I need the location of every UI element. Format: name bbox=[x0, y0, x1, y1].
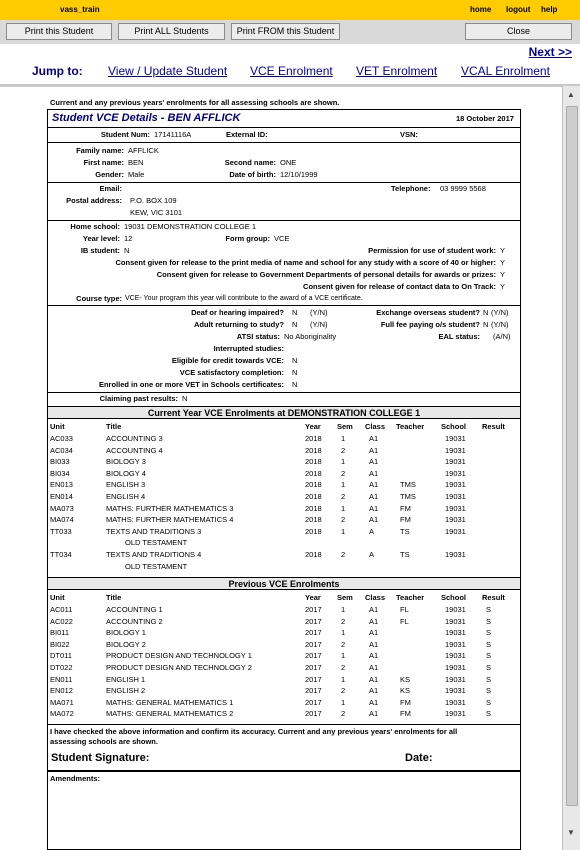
exchange-options: (Y/N) bbox=[491, 308, 509, 317]
cell-school: 19031 bbox=[445, 686, 466, 696]
student-num-label: Student Num: bbox=[100, 130, 150, 139]
jump-view-update-student-link[interactable]: View / Update Student bbox=[108, 64, 228, 78]
postal-address-label: Postal address: bbox=[66, 196, 122, 205]
cell-teacher: FM bbox=[400, 697, 411, 707]
table-row bbox=[48, 550, 520, 562]
app-title: vass_train bbox=[60, 5, 100, 14]
cell-school: 19031 bbox=[445, 468, 466, 478]
column-header: Sem bbox=[337, 593, 353, 602]
cell-cls: A1 bbox=[369, 457, 379, 467]
permission-value: Y bbox=[500, 246, 506, 255]
cell-cls: A1 bbox=[369, 503, 379, 513]
cell-title: BIOLOGY 1 bbox=[106, 628, 146, 638]
cell-cls: A1 bbox=[369, 709, 379, 719]
satisfactory-label: VCE satisfactory completion: bbox=[179, 368, 284, 377]
cell-result: S bbox=[486, 628, 492, 638]
rule bbox=[48, 305, 520, 306]
table-row bbox=[48, 675, 520, 687]
cell-school: 19031 bbox=[445, 709, 466, 719]
cell-school: 19031 bbox=[445, 480, 466, 490]
cell-school: 19031 bbox=[445, 503, 466, 513]
cell-school: 19031 bbox=[445, 628, 466, 638]
cell-year: 2017 bbox=[305, 651, 322, 661]
cell-sem: 1 bbox=[341, 628, 346, 638]
eligible-label: Eligible for credit towards VCE: bbox=[171, 356, 284, 365]
table-row bbox=[48, 446, 520, 458]
permission-label: Permission for use of student work: bbox=[368, 246, 496, 255]
table-row bbox=[48, 686, 520, 698]
year-level-label: Year level: bbox=[82, 234, 120, 243]
cell-year: 2018 bbox=[305, 457, 322, 467]
column-header: Class bbox=[365, 422, 386, 431]
cell-year: 2018 bbox=[305, 445, 322, 455]
rule bbox=[48, 182, 520, 183]
past-results-value: N bbox=[182, 394, 188, 403]
table-row bbox=[48, 663, 520, 675]
cell-cls: A1 bbox=[369, 480, 379, 490]
column-header: Title bbox=[106, 593, 122, 602]
table-header-row bbox=[48, 422, 520, 434]
previous-enrolments-heading: Previous VCE Enrolments bbox=[48, 577, 520, 590]
cell-unit: MA073 bbox=[50, 503, 74, 513]
cell-school: 19031 bbox=[445, 526, 466, 536]
course-type-label: Course type: bbox=[76, 294, 122, 303]
vet-label: Enrolled in one or more VET in Schools certificates: bbox=[98, 380, 284, 389]
column-header: School bbox=[441, 593, 467, 602]
close-button[interactable]: Close bbox=[465, 23, 572, 40]
cell-title: TEXTS AND TRADITIONS 3 bbox=[106, 526, 202, 536]
print-all-students-button[interactable]: Print ALL Students bbox=[118, 23, 225, 40]
vet-value: N bbox=[292, 380, 298, 389]
table-row bbox=[48, 492, 520, 504]
interrupted-label: Interrupted studies: bbox=[213, 344, 284, 353]
cell-title: BIOLOGY 3 bbox=[106, 457, 146, 467]
cell-title: PRODUCT DESIGN AND TECHNOLOGY 2 bbox=[106, 663, 252, 672]
cell-sem: 2 bbox=[341, 616, 346, 626]
cell-title: MATHS: FURTHER MATHEMATICS 3 bbox=[106, 503, 234, 513]
cell-unit: MA072 bbox=[50, 709, 74, 719]
postal-address-line1: P.O. BOX 109 bbox=[130, 196, 177, 205]
rule bbox=[48, 220, 520, 221]
column-header: Year bbox=[305, 422, 321, 431]
column-header: Class bbox=[365, 593, 386, 602]
atsi-label: ATSI status: bbox=[236, 332, 280, 341]
cell-title: ENGLISH 2 bbox=[106, 686, 146, 696]
print-from-student-button[interactable]: Print FROM this Student bbox=[231, 23, 340, 40]
cell-cls: A1 bbox=[369, 434, 379, 443]
rule bbox=[48, 724, 520, 725]
form-group-value: VCE bbox=[274, 234, 290, 243]
column-header: Result bbox=[482, 422, 505, 431]
cell-unit: TT033 bbox=[50, 526, 72, 536]
cell-unit: AC022 bbox=[50, 616, 73, 626]
cell-unit: TT034 bbox=[50, 550, 72, 559]
cell-unit: AC034 bbox=[50, 445, 73, 455]
cell-unit: EN013 bbox=[50, 480, 73, 490]
date-label: Date: bbox=[405, 752, 433, 764]
column-header: Sem bbox=[337, 422, 353, 431]
cell-cls: A bbox=[369, 550, 375, 559]
jump-to-label: Jump to: bbox=[32, 64, 83, 78]
table-row bbox=[48, 605, 520, 617]
cell-year: 2018 bbox=[305, 550, 322, 559]
cell-result: S bbox=[486, 605, 492, 614]
second-name-label: Second name: bbox=[224, 158, 276, 167]
cell-year: 2018 bbox=[305, 468, 322, 478]
consent-government-value: Y bbox=[500, 270, 506, 279]
amendments-label: Amendments: bbox=[50, 774, 101, 783]
cell-school: 19031 bbox=[445, 639, 466, 649]
eligible-value: N bbox=[292, 356, 298, 365]
cell-year: 2017 bbox=[305, 674, 322, 684]
cell-result: S bbox=[486, 616, 492, 626]
cell-sem: 1 bbox=[341, 526, 346, 536]
cell-unit: EN011 bbox=[50, 674, 73, 684]
cell-result: S bbox=[486, 639, 492, 649]
cell-title: ENGLISH 3 bbox=[106, 480, 146, 490]
top-bar bbox=[0, 0, 580, 20]
cell-sem: 2 bbox=[341, 686, 346, 696]
cell-sem: 2 bbox=[341, 709, 346, 719]
cell-school: 19031 bbox=[445, 697, 466, 707]
student-details-document bbox=[47, 109, 521, 850]
table-row bbox=[48, 709, 520, 721]
print-this-student-button[interactable]: Print this Student bbox=[6, 23, 112, 40]
cell-cls: A1 bbox=[369, 663, 379, 672]
gender-value: Male bbox=[128, 170, 145, 179]
full-fee-options: (Y/N) bbox=[491, 320, 509, 329]
cell-cls: A bbox=[369, 526, 375, 536]
jump-vce-enrolment-link[interactable]: VCE Enrolment bbox=[250, 64, 333, 78]
cell-title: BIOLOGY 4 bbox=[106, 468, 146, 478]
cell-school: 19031 bbox=[445, 550, 466, 559]
rule bbox=[48, 127, 520, 128]
cell-unit: EN012 bbox=[50, 686, 73, 696]
cell-teacher: TS bbox=[400, 550, 410, 559]
cell-sem: 1 bbox=[341, 457, 346, 467]
cell-teacher: KS bbox=[400, 674, 411, 684]
table-row bbox=[48, 698, 520, 710]
table-row bbox=[48, 617, 520, 629]
cell-cls: A1 bbox=[369, 515, 379, 525]
cell-year: 2017 bbox=[305, 663, 322, 672]
cell-teacher: FM bbox=[400, 503, 411, 513]
past-results-label: Claiming past results: bbox=[99, 394, 178, 403]
exchange-label: Exchange overseas student? bbox=[376, 308, 480, 317]
first-name-value: BEN bbox=[128, 158, 144, 167]
course-type-value: VCE- Your program this year will contribute to the award of a VCE certificate. bbox=[125, 295, 363, 302]
cell-sem: 1 bbox=[341, 503, 346, 513]
dob-value: 12/10/1999 bbox=[280, 170, 318, 179]
cell-cls: A1 bbox=[369, 616, 379, 626]
cell-year: 2018 bbox=[305, 503, 322, 513]
dob-label: Date of birth: bbox=[229, 170, 276, 179]
cell-teacher: TS bbox=[400, 526, 410, 536]
cell-cls: A1 bbox=[369, 492, 379, 501]
vsn-label: VSN: bbox=[400, 130, 418, 139]
deaf-label: Deaf or hearing impaired? bbox=[191, 308, 284, 317]
cell-title: ACCOUNTING 1 bbox=[106, 605, 163, 614]
cell-school: 19031 bbox=[445, 492, 466, 501]
cell-cls: A1 bbox=[369, 639, 379, 649]
cell-unit: BI011 bbox=[50, 628, 70, 638]
confirm-text-2: assessing schools are shown. bbox=[50, 737, 158, 746]
cell-title: ENGLISH 4 bbox=[106, 492, 146, 501]
cell-cls: A1 bbox=[369, 674, 379, 684]
cell-cls: A1 bbox=[369, 445, 379, 455]
cell-year: 2017 bbox=[305, 709, 322, 719]
table-row-subtitle bbox=[48, 562, 520, 574]
cell-title: PRODUCT DESIGN AND TECHNOLOGY 1 bbox=[106, 651, 252, 661]
full-fee-label: Full fee paying o/s student? bbox=[380, 320, 480, 329]
cell-title: MATHS: GENERAL MATHEMATICS 1 bbox=[106, 697, 234, 707]
cell-title: ACCOUNTING 2 bbox=[106, 616, 163, 626]
table-header-row bbox=[48, 593, 520, 605]
adult-value: N bbox=[292, 320, 298, 329]
cell-teacher: TMS bbox=[400, 480, 416, 490]
eal-label: EAL status: bbox=[438, 332, 480, 341]
column-header: Title bbox=[106, 422, 122, 431]
atsi-value: No Aboriginality bbox=[284, 332, 337, 341]
cell-year: 2017 bbox=[305, 616, 322, 626]
cell-year: 2018 bbox=[305, 480, 322, 490]
cell-sem: 1 bbox=[341, 674, 346, 684]
cell-title: MATHS: GENERAL MATHEMATICS 2 bbox=[106, 709, 234, 719]
cell-school: 19031 bbox=[445, 674, 466, 684]
cell-cls: A1 bbox=[369, 697, 379, 707]
table-row bbox=[48, 651, 520, 663]
cell-title: ACCOUNTING 3 bbox=[106, 434, 163, 443]
vertical-scrollbar[interactable] bbox=[562, 86, 580, 850]
ib-student-label: IB student: bbox=[80, 246, 120, 255]
email-label: Email: bbox=[99, 184, 122, 193]
column-header: Unit bbox=[50, 422, 65, 431]
rule bbox=[48, 770, 520, 772]
cell-sem: 1 bbox=[341, 651, 346, 661]
cell-sem: 2 bbox=[341, 515, 346, 525]
cell-year: 2017 bbox=[305, 686, 322, 696]
home-school-value: 19031 DEMONSTRATION COLLEGE 1 bbox=[124, 222, 256, 231]
cell-result: S bbox=[486, 686, 492, 696]
column-header: Unit bbox=[50, 593, 65, 602]
cell-school: 19031 bbox=[445, 605, 466, 614]
cell-cls: A1 bbox=[369, 605, 379, 614]
external-id-label: External ID: bbox=[226, 130, 268, 139]
logout-link[interactable]: logout bbox=[506, 5, 531, 14]
family-name-label: Family name: bbox=[76, 146, 124, 155]
cell-sem: 1 bbox=[341, 697, 346, 707]
cell-school: 19031 bbox=[445, 616, 466, 626]
consent-ontrack-label: Consent given for release of contact data to On Track: bbox=[303, 282, 496, 291]
column-header: Teacher bbox=[396, 422, 425, 431]
cell-unit: DT022 bbox=[50, 663, 73, 672]
cell-sem: 1 bbox=[341, 434, 346, 443]
cell-unit: MA071 bbox=[50, 697, 74, 707]
table-row bbox=[48, 527, 520, 539]
table-row bbox=[48, 469, 520, 481]
cell-unit: BI022 bbox=[50, 639, 70, 649]
cell-year: 2018 bbox=[305, 492, 322, 501]
rule bbox=[48, 142, 520, 143]
column-header: Year bbox=[305, 593, 321, 602]
column-header: School bbox=[441, 422, 467, 431]
document-title: Student VCE Details - BEN AFFLICK bbox=[52, 112, 241, 124]
cell-sem: 1 bbox=[341, 480, 346, 490]
cell-teacher: TMS bbox=[400, 492, 416, 501]
column-header: Teacher bbox=[396, 593, 425, 602]
cell-unit: DT011 bbox=[50, 651, 72, 661]
jump-vcal-enrolment-link[interactable]: VCAL Enrolment bbox=[461, 64, 550, 78]
table-row-subtitle bbox=[48, 538, 520, 550]
adult-label: Adult returning to study? bbox=[194, 320, 284, 329]
cell-result: S bbox=[486, 651, 492, 661]
telephone-value: 03 9999 5568 bbox=[440, 184, 486, 193]
second-name-value: ONE bbox=[280, 158, 297, 167]
home-link[interactable]: home bbox=[470, 5, 492, 14]
cell-unit: AC033 bbox=[50, 434, 73, 443]
cell-subtitle: OLD TESTAMENT bbox=[125, 561, 188, 571]
cell-sem: 1 bbox=[341, 605, 346, 614]
cell-year: 2017 bbox=[305, 605, 322, 614]
toolbar bbox=[0, 20, 580, 44]
cell-sem: 2 bbox=[341, 550, 346, 559]
deaf-options: (Y/N) bbox=[310, 308, 328, 317]
help-link[interactable]: help bbox=[541, 5, 558, 14]
cell-title: ACCOUNTING 4 bbox=[106, 445, 163, 455]
adult-options: (Y/N) bbox=[310, 320, 328, 329]
eal-options: (A/N) bbox=[493, 332, 511, 341]
year-level-value: 12 bbox=[124, 234, 133, 243]
intro-note: Current and any previous years' enrolments for all assessing schools are shown. bbox=[50, 98, 340, 107]
cell-school: 19031 bbox=[445, 457, 466, 467]
scroll-down-icon[interactable]: ▼ bbox=[567, 828, 575, 837]
cell-subtitle: OLD TESTAMENT bbox=[125, 538, 188, 548]
cell-school: 19031 bbox=[445, 515, 466, 525]
cell-cls: A1 bbox=[369, 628, 379, 638]
consent-media-label: Consent given for release to the print media of name and school for any study with a score of 40 or higher: bbox=[115, 258, 496, 267]
signature-label: Student Signature: bbox=[51, 752, 150, 764]
cell-sem: 2 bbox=[341, 492, 346, 501]
student-num-value: 17141116A bbox=[154, 130, 192, 139]
cell-teacher: FM bbox=[400, 709, 411, 719]
cell-sem: 2 bbox=[341, 468, 346, 478]
cell-unit: EN014 bbox=[50, 492, 73, 501]
cell-sem: 2 bbox=[341, 639, 346, 649]
cell-teacher: FL bbox=[400, 605, 409, 614]
cell-sem: 2 bbox=[341, 663, 346, 672]
family-name-value: AFFLICK bbox=[128, 146, 159, 155]
form-group-label: Form group: bbox=[225, 234, 270, 243]
postal-address-line2: KEW, VIC 3101 bbox=[130, 208, 183, 217]
cell-teacher: KS bbox=[400, 686, 411, 696]
cell-teacher: FM bbox=[400, 515, 411, 525]
cell-school: 19031 bbox=[445, 445, 466, 455]
cell-year: 2018 bbox=[305, 515, 322, 525]
scrollbar-thumb[interactable] bbox=[566, 106, 578, 806]
cell-school: 19031 bbox=[445, 651, 466, 661]
first-name-label: First name: bbox=[83, 158, 124, 167]
table-row bbox=[48, 457, 520, 469]
column-header: Result bbox=[482, 593, 505, 602]
current-enrolments-heading: Current Year VCE Enrolments at DEMONSTRATION COLLEGE 1 bbox=[48, 406, 520, 419]
cell-teacher: FL bbox=[400, 616, 409, 626]
cell-cls: A1 bbox=[369, 468, 379, 478]
table-row bbox=[48, 434, 520, 446]
cell-cls: A1 bbox=[369, 686, 379, 696]
cell-year: 2018 bbox=[305, 526, 322, 536]
deaf-value: N bbox=[292, 308, 298, 317]
confirm-text: I have checked the above information and confirm its accuracy. Current and any previous years' enrolments for all bbox=[50, 727, 458, 736]
consent-ontrack-value: Y bbox=[500, 282, 506, 291]
cell-school: 19031 bbox=[445, 434, 466, 443]
table-row bbox=[48, 480, 520, 492]
cell-title: BIOLOGY 2 bbox=[106, 639, 146, 649]
scroll-up-icon[interactable]: ▲ bbox=[567, 90, 575, 99]
cell-result: S bbox=[486, 674, 492, 684]
table-row bbox=[48, 640, 520, 652]
gender-label: Gender: bbox=[95, 170, 124, 179]
home-school-label: Home school: bbox=[70, 222, 120, 231]
telephone-label: Telephone: bbox=[391, 184, 431, 193]
cell-result: S bbox=[486, 709, 492, 719]
cell-sem: 2 bbox=[341, 445, 346, 455]
cell-year: 2017 bbox=[305, 639, 322, 649]
table-row bbox=[48, 504, 520, 516]
cell-cls: A1 bbox=[369, 651, 379, 661]
cell-unit: BI033 bbox=[50, 457, 70, 467]
cell-title: TEXTS AND TRADITIONS 4 bbox=[106, 550, 202, 559]
cell-unit: MA074 bbox=[50, 515, 74, 525]
table-row bbox=[48, 628, 520, 640]
cell-unit: AC011 bbox=[50, 605, 73, 614]
exchange-value: N bbox=[483, 308, 489, 317]
cell-year: 2017 bbox=[305, 697, 322, 707]
next-link[interactable]: Next >> bbox=[528, 45, 572, 59]
jump-vet-enrolment-link[interactable]: VET Enrolment bbox=[356, 64, 438, 78]
cell-title: MATHS: FURTHER MATHEMATICS 4 bbox=[106, 515, 234, 525]
cell-unit: BI034 bbox=[50, 468, 70, 478]
cell-school: 19031 bbox=[445, 663, 466, 672]
document-date: 18 October 2017 bbox=[456, 114, 514, 123]
cell-result: S bbox=[486, 663, 492, 672]
rule bbox=[48, 392, 520, 393]
table-row bbox=[48, 515, 520, 527]
cell-year: 2017 bbox=[305, 628, 322, 638]
satisfactory-value: N bbox=[292, 368, 298, 377]
ib-student-value: N bbox=[124, 246, 130, 255]
consent-government-label: Consent given for release to Government Departments of personal details for awards or prizes: bbox=[156, 270, 496, 279]
cell-year: 2018 bbox=[305, 434, 322, 443]
consent-media-value: Y bbox=[500, 258, 506, 267]
cell-title: ENGLISH 1 bbox=[106, 674, 146, 684]
full-fee-value: N bbox=[483, 320, 489, 329]
cell-result: S bbox=[486, 697, 492, 707]
